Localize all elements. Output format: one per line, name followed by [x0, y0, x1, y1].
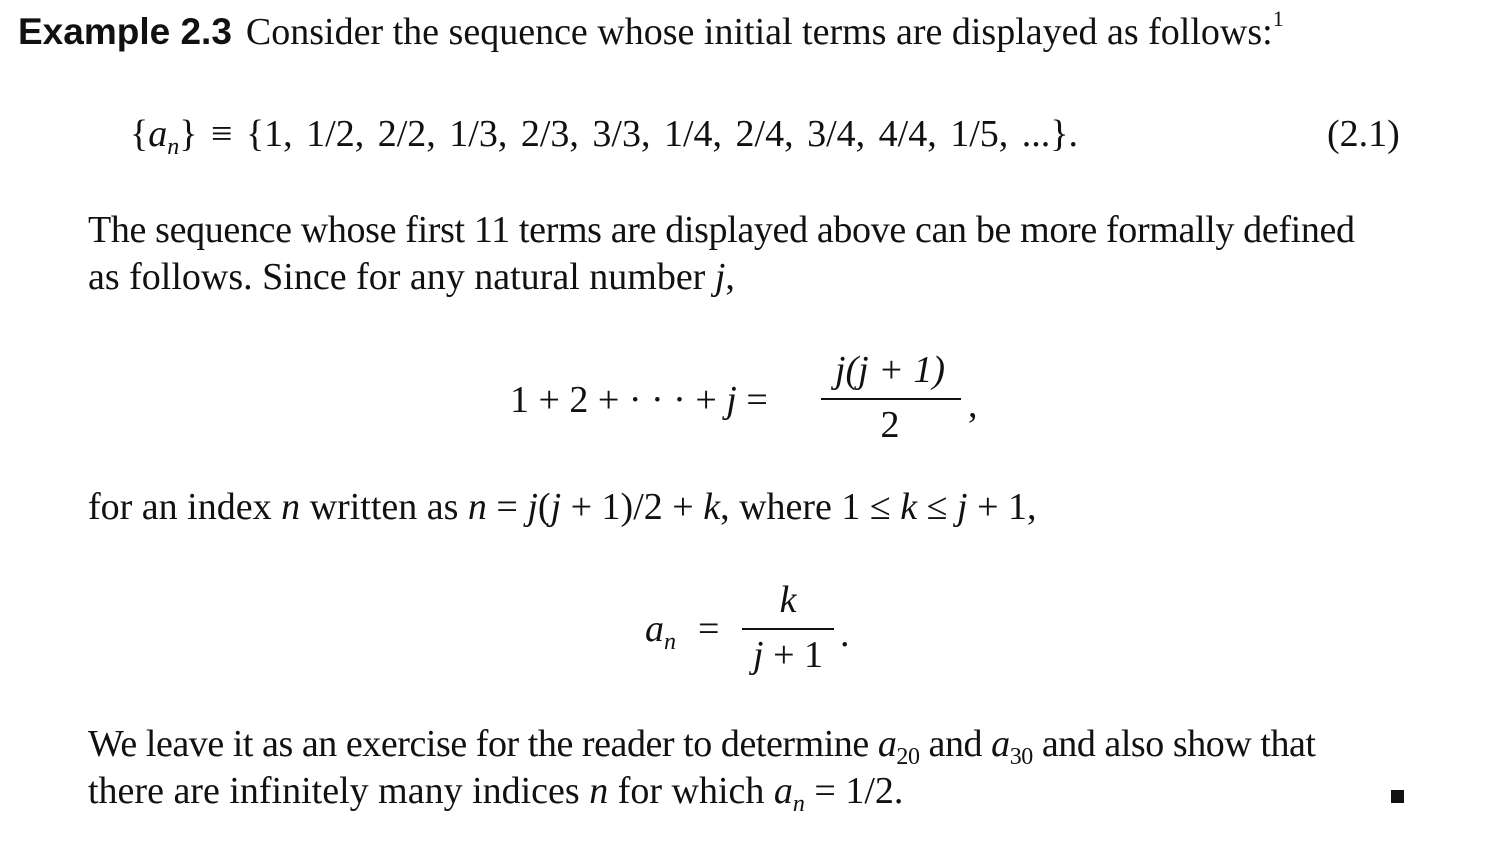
text: + 1, [967, 486, 1037, 528]
text: written as [300, 486, 468, 528]
var-a: a [877, 723, 897, 765]
example-header [18, 6, 1284, 54]
para1-line2 [88, 255, 735, 299]
sum-numerator: j(j + 1) [834, 349, 946, 391]
var-n: n [281, 486, 301, 528]
text: + 1)/2 + [561, 486, 704, 528]
var-a: a [645, 608, 664, 650]
example-intro: Consider the sequence whose initial terms are displayed as follows: [245, 11, 1273, 53]
footnote-mark: 1 [1272, 6, 1284, 31]
text: and also show that [1032, 723, 1316, 765]
sequence-var: a [148, 113, 168, 155]
text: + 1 [763, 634, 823, 676]
text: for an index [88, 486, 282, 528]
var-a: a [773, 770, 793, 812]
text: , where 1 ≤ [720, 486, 901, 528]
sum-fraction [815, 348, 965, 448]
an-lhs [645, 607, 720, 655]
text: ( [537, 486, 551, 528]
text: and [919, 723, 992, 765]
var-n: n [467, 486, 487, 528]
sequence-sub: n [167, 134, 180, 160]
fraction-bar [742, 628, 834, 630]
brace-open: { [130, 113, 149, 155]
brace-close: } [179, 113, 198, 155]
equals-sign: = [698, 608, 720, 650]
var-a: a [991, 723, 1010, 765]
text: there are infinitely many indices [88, 770, 590, 812]
sum-trail: , [968, 384, 978, 426]
var-j: j [957, 486, 968, 528]
an-trail: . [840, 613, 850, 655]
fraction-bar [821, 398, 961, 400]
para1-line1: The sequence whose first 11 terms are displayed above can be more formally defined [88, 209, 1355, 251]
sequence-terms: {1, 1/2, 2/2, 1/3, 2/3, 3/3, 1/4, 2/4, 3/4, 4/4, 1/5, ...}. [245, 113, 1078, 155]
var-j: j [726, 379, 737, 421]
var-k: k [900, 486, 918, 528]
var-j: j [753, 634, 764, 676]
sum-terms: 1 + 2 + · · · + [510, 379, 727, 421]
an-denominator [738, 633, 838, 677]
an-fraction [738, 578, 838, 678]
sub-20: 20 [896, 744, 920, 770]
text: = 1/2. [804, 770, 904, 812]
var-j: j [550, 486, 562, 528]
sum-lhs [510, 378, 768, 422]
qed-square-icon [1391, 790, 1404, 803]
an-numerator: k [779, 579, 797, 621]
var-j: j [527, 486, 538, 528]
equation-number: (2.1) [1327, 113, 1400, 155]
var-j: j [714, 256, 726, 298]
para2-line [88, 485, 1037, 529]
var-n: n [589, 770, 609, 812]
sub-n: n [664, 629, 676, 655]
comma: , [725, 256, 735, 298]
equation-2-1 [130, 112, 1078, 160]
sub-30: 30 [1009, 744, 1033, 770]
para3-line2 [88, 769, 904, 817]
para3-line1 [88, 722, 1316, 770]
var-k: k [703, 486, 721, 528]
text: for which [608, 770, 774, 812]
equiv-sign: ≡ [211, 113, 233, 155]
text: We leave it as an exercise for the reader to determine [88, 723, 878, 765]
sum-denominator: 2 [880, 404, 900, 446]
equals-sign: = [736, 379, 768, 421]
text: ≤ [917, 486, 957, 528]
sub-n: n [792, 791, 805, 817]
para1-line2-text: as follows. Since for any natural number [88, 256, 715, 298]
text: = [486, 486, 528, 528]
example-label: Example 2.3 [18, 11, 232, 52]
